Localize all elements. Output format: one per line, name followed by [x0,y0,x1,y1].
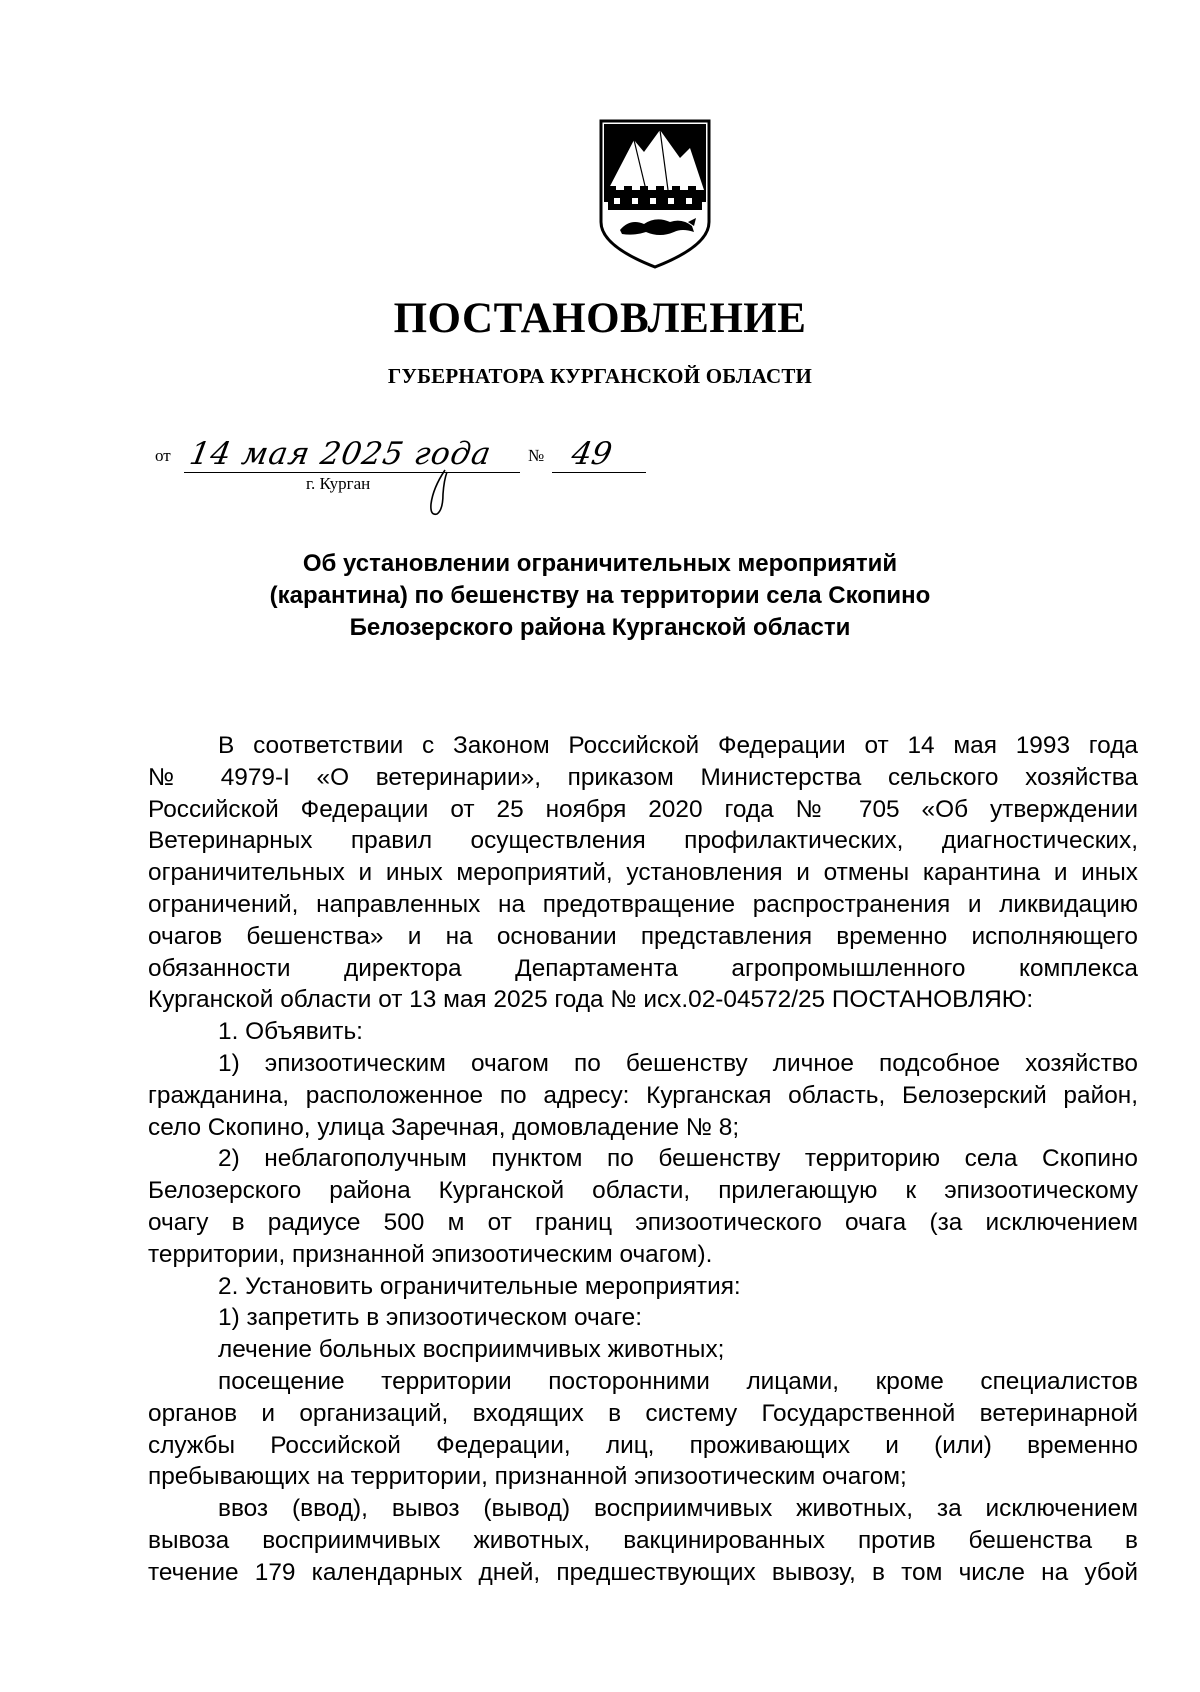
body-line: 2) неблагополучным пунктом по бешенству территорию села Скопино [218,1145,1138,1173]
body-line: ограничений, направленных на предотвращение распространения и ликвидацию [148,890,1138,918]
body-line: ограничительных и иных мероприятий, установления и отмены карантина и иных [148,859,1138,887]
body-line: Белозерского района Курганской области, прилегающую к эпизоотическому [148,1177,1138,1205]
body-line: № 4979-I «О ветеринарии», приказом Министерства сельского хозяйства [148,763,1138,791]
body-line: гражданина, расположенное по адресу: Курганская область, Белозерский район, [148,1081,1138,1109]
body-line: очагу в радиусе 500 м от границ эпизоотического очага (за исключением [148,1208,1138,1236]
handwritten-date: 14 мая 2025 года [186,436,495,472]
number-prefix: № [528,446,545,465]
body-line: 2. Установить ограничительные мероприятия: [218,1272,741,1300]
body-line: течение 179 календарных дней, предшествующих вывозу, в том числе на убой [148,1558,1138,1586]
body-line: посещение территории посторонними лицами, кроме специалистов [218,1367,1138,1395]
body-line: службы Российской Федерации, лиц, проживающих и (или) временно [148,1431,1138,1459]
body-line: органов и организаций, входящих в систему Государственной ветеринарной [148,1399,1138,1427]
number-underline [552,472,646,473]
body-line: В соответствии с Законом Российской Федерации от 14 мая 1993 года [218,732,1138,759]
body-line: Российской Федерации от 25 ноября 2020 года № 705 «Об утверждении [148,795,1138,823]
body-line: лечение больных восприимчивых животных; [218,1336,725,1364]
heading-line: (карантина) по бешенству на территории села Скопино [269,582,931,609]
body-line: 1. Объявить: [218,1018,363,1046]
date-prefix: от [155,446,171,465]
body-line: ввоз (ввод), вывоз (вывод) восприимчивых животных, за исключением [218,1495,1138,1523]
body-line: Курганской области от 13 мая 2025 года № исх.02-04572/25 ПОСТАНОВЛЯЮ: [148,986,1034,1014]
heading-line: Белозерского района Курганской области [349,614,851,641]
handwritten-number: 49 [568,436,615,472]
body-line: пребывающих на территории, признанной эпизоотическим очагом; [148,1463,907,1491]
handwriting-stroke-icon [425,468,455,520]
body-line: территории, признанной эпизоотическим очагом). [148,1240,713,1268]
body-line: 1) запретить в эпизоотическом очаге: [218,1304,643,1332]
date-underline [184,472,520,473]
kurgan-region-coat-of-arms-icon [598,118,712,270]
document-title: ПОСТАНОВЛЕНИЕ [393,295,807,342]
body-line: обязанности директора Департамента агропромышленного комплекса [148,954,1138,982]
document-subtitle: ГУБЕРНАТОРА КУРГАНСКОЙ ОБЛАСТИ [387,364,813,388]
city-label: г. Курган [306,474,371,493]
heading-line: Об установлении ограничительных мероприятий [302,550,898,577]
document-body [148,730,1138,1589]
body-line: очагов бешенства» и на основании представления временно исполняющего [148,922,1138,950]
body-line: 1) эпизоотическим очагом по бешенству личное подсобное хозяйство [218,1049,1138,1077]
body-line: село Скопино, улица Заречная, домовладение № 8; [148,1113,740,1141]
body-line: вывоза восприимчивых животных, вакцинированных против бешенства в [148,1526,1138,1554]
body-line: Ветеринарных правил осуществления профилактических, диагностических, [148,827,1138,855]
